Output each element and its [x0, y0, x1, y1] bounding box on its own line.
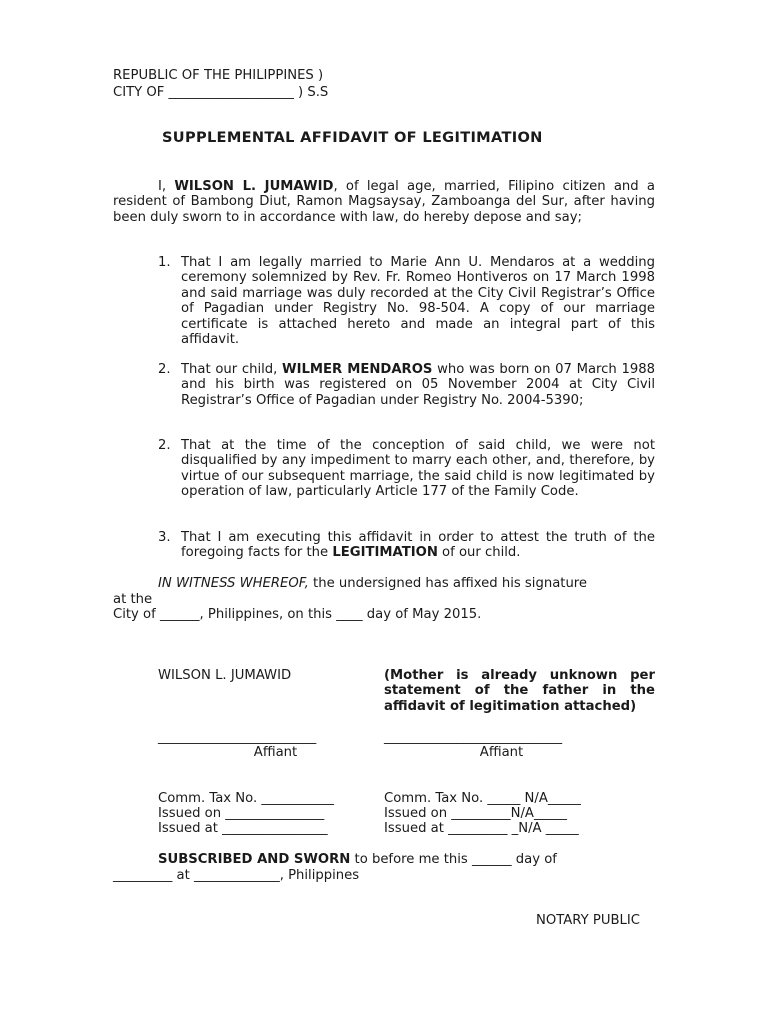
right-signature-line: ___________________________ — [384, 730, 563, 745]
right-comm-tax: Comm. Tax No. _____ N/A_____ — [384, 791, 581, 806]
item-text: That I am legally married to Marie Ann U. Mendaros at a wedding ceremony solemnized by Rev. Fr. Romeo Hontiveros on 17 March 1998 and said marriage was duly recorded at the City Civil Registrar’s Office of Pagadian under Registry No. 98-504. A copy of our marriage certificate is attached hereto and made an integral part of this affidavit. — [181, 255, 655, 348]
witness-line-1 — [158, 576, 587, 591]
mother-note: (Mother is already unknown per statement of the father in the affidavit of legitimation attached) — [384, 668, 655, 714]
intro-prefix: I, — [158, 179, 167, 194]
left-affiant-label: Affiant — [253, 745, 298, 760]
signatory-name: WILSON L. JUMAWID — [158, 668, 292, 683]
subscribed-line-1 — [158, 852, 557, 867]
item-text-post: who was born on 07 March 1988 and his birth was registered on 05 November 2004 at City Civil Registrar’s Office of Pagadian under Registry No. 2004-5390; — [181, 362, 656, 408]
document-title: SUPPLEMENTAL AFFIDAVIT OF LEGITIMATION — [162, 129, 543, 146]
left-issued-at: Issued at ________________ — [158, 821, 328, 836]
witness-text: the undersigned has affixed his signature — [308, 576, 588, 591]
subscribed-line-2: _________ at _____________, Philippines — [113, 868, 360, 883]
item-number: 1. — [158, 255, 171, 270]
right-affiant-label: Affiant — [479, 745, 524, 760]
intro-text: , of legal age, married, Filipino citizen and a resident of Bambong Diut, Ramon Magsaysay, Zamboanga del Sur, after having been duly sworn to in accordance with law, do hereby depose and say; — [113, 179, 655, 225]
witness-italic: IN WITNESS WHEREOF, — [158, 576, 309, 591]
item-text-pre: That our child, — [181, 362, 283, 377]
intro-paragraph — [113, 179, 655, 225]
witness-line-2: at the — [113, 592, 153, 607]
witness-line-3: City of ______, Philippines, on this ____ day of May 2015. — [113, 607, 482, 622]
header-city: CITY OF ___________________ ) S.S — [113, 85, 329, 100]
legitimation-word: LEGITIMATION — [332, 545, 438, 561]
item-text-post: of our child. — [437, 545, 521, 561]
left-signature-line: ________________________ — [158, 730, 317, 745]
child-name: WILMER MENDAROS — [282, 362, 433, 377]
affiant-name: WILSON L. JUMAWID — [174, 179, 334, 194]
subscribed-text: to before me this ______ day of — [350, 852, 557, 867]
subscribed-bold: SUBSCRIBED AND SWORN — [158, 852, 351, 867]
item-text — [181, 362, 655, 408]
item-text: That at the time of the conception of said child, we were not disqualified by any impediment to marry each other, and, therefore, by virtue of our subsequent marriage, the said child is now legitimated by operation of law, particularly Article 177 of the Family Code. — [181, 438, 655, 500]
item-text — [181, 530, 655, 561]
header-republic: REPUBLIC OF THE PHILIPPINES ) — [113, 68, 324, 83]
right-issued-on: Issued on _________N/A_____ — [384, 806, 567, 821]
item-text-pre: That I am executing this affidavit in order to attest the truth of the foregoing facts for the — [181, 530, 655, 561]
item-number: 2. — [158, 438, 171, 453]
left-issued-on: Issued on _______________ — [158, 806, 325, 821]
notary-public: NOTARY PUBLIC — [536, 913, 640, 928]
item-number: 2. — [158, 362, 171, 377]
right-issued-at: Issued at _________ _N/A _____ — [384, 821, 579, 836]
left-comm-tax: Comm. Tax No. ___________ — [158, 791, 334, 806]
item-number: 3. — [158, 530, 171, 545]
